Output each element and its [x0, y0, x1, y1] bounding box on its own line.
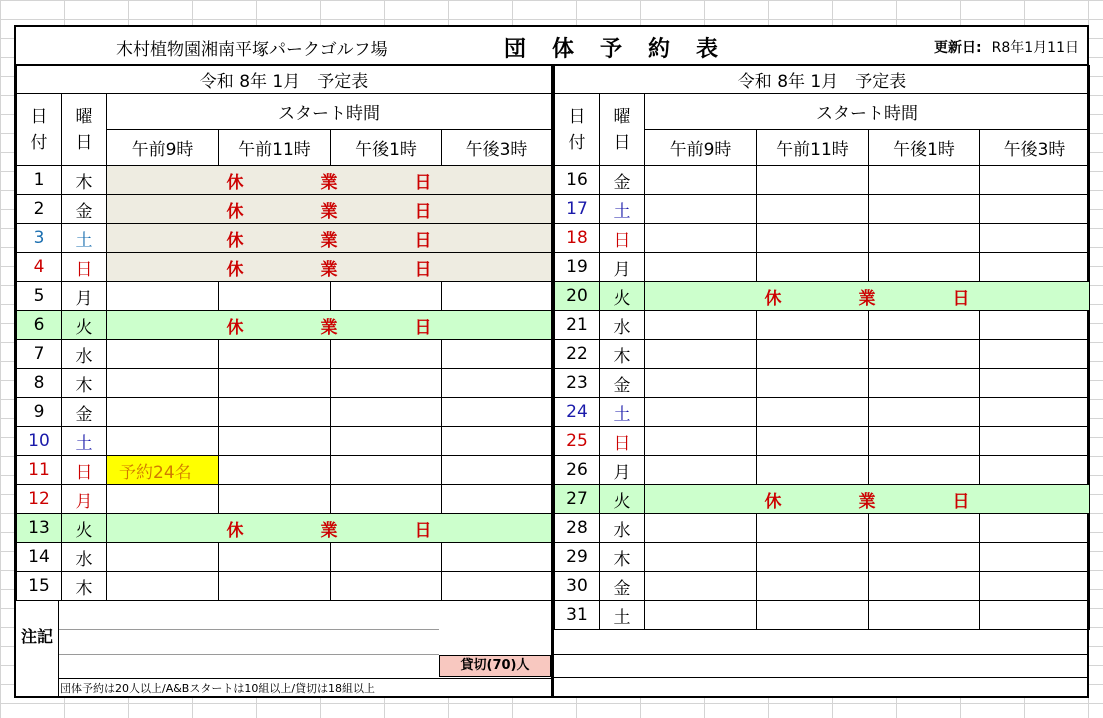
day-row — [17, 282, 552, 311]
slot-cell[interactable] — [869, 543, 980, 572]
day-number: 27 — [555, 485, 600, 514]
weekday-column-header: 曜 日 — [600, 94, 645, 166]
weekday-cell: 月 — [62, 282, 107, 311]
slot-cell[interactable] — [645, 456, 757, 485]
slot-cell[interactable] — [645, 253, 757, 282]
slot-cell[interactable] — [107, 398, 219, 427]
slot-cell[interactable] — [107, 543, 219, 572]
slot-cell[interactable] — [869, 398, 980, 427]
slot-cell[interactable] — [980, 543, 1090, 572]
note-line — [59, 629, 439, 630]
day-number: 14 — [17, 543, 62, 572]
day-row — [555, 369, 1090, 398]
slot-cell[interactable] — [331, 340, 442, 369]
weekday-cell: 木 — [62, 369, 107, 398]
slot-cell[interactable] — [757, 340, 869, 369]
day-row — [555, 398, 1090, 427]
charter-badge: 貸切(70)人 — [439, 655, 551, 677]
slot-cell[interactable] — [645, 166, 757, 195]
weekday-cell: 木 — [600, 340, 645, 369]
day-number: 17 — [555, 195, 600, 224]
slot-cell[interactable] — [757, 369, 869, 398]
day-row — [17, 456, 552, 485]
slot-cell[interactable] — [757, 572, 869, 601]
weekday-cell: 月 — [62, 485, 107, 514]
slot-cell[interactable] — [645, 514, 757, 543]
slot-cell[interactable] — [645, 340, 757, 369]
weekday-cell: 水 — [600, 311, 645, 340]
weekday-cell: 金 — [62, 398, 107, 427]
time-slot-header: 午前11時 — [219, 130, 331, 166]
day-number: 29 — [555, 543, 600, 572]
sheet-header — [16, 27, 1087, 65]
day-number: 2 — [17, 195, 62, 224]
day-number: 6 — [17, 311, 62, 340]
day-number: 21 — [555, 311, 600, 340]
slot-cell[interactable] — [645, 311, 757, 340]
day-row — [555, 195, 1090, 224]
slot-cell[interactable] — [442, 543, 552, 572]
slot-cell[interactable] — [645, 572, 757, 601]
slot-cell[interactable] — [219, 543, 331, 572]
time-slot-header: 午後3時 — [442, 130, 552, 166]
day-number: 24 — [555, 398, 600, 427]
weekday-cell: 水 — [600, 514, 645, 543]
slot-cell[interactable] — [331, 485, 442, 514]
slot-cell[interactable] — [869, 340, 980, 369]
day-number: 4 — [17, 253, 62, 282]
slot-cell[interactable] — [757, 224, 869, 253]
slot-cell[interactable] — [757, 195, 869, 224]
slot-cell[interactable] — [219, 456, 331, 485]
slot-cell[interactable] — [757, 456, 869, 485]
weekday-cell: 土 — [62, 427, 107, 456]
slot-cell[interactable] — [757, 543, 869, 572]
closed-cell: 休 業 日 — [645, 282, 1090, 311]
slot-cell[interactable] — [980, 253, 1090, 282]
day-number: 16 — [555, 166, 600, 195]
slot-cell[interactable] — [107, 427, 219, 456]
slot-cell[interactable] — [869, 514, 980, 543]
closed-cell: 休 業 日 — [645, 485, 1090, 514]
day-row — [555, 514, 1090, 543]
time-slot-header: 午後1時 — [331, 130, 442, 166]
slot-cell[interactable] — [331, 398, 442, 427]
slot-cell[interactable] — [980, 369, 1090, 398]
day-row — [17, 427, 552, 456]
weekday-cell: 木 — [600, 543, 645, 572]
slot-cell[interactable] — [219, 485, 331, 514]
weekday-cell: 火 — [600, 282, 645, 311]
day-row — [17, 485, 552, 514]
day-row — [17, 253, 552, 282]
weekday-cell: 火 — [600, 485, 645, 514]
month-title: 令和 8年 1月 予定表 — [17, 66, 552, 94]
weekday-cell: 金 — [600, 166, 645, 195]
day-number: 13 — [17, 514, 62, 543]
notes-section — [16, 600, 551, 698]
day-number: 23 — [555, 369, 600, 398]
time-slot-header: 午後1時 — [869, 130, 980, 166]
day-number: 15 — [17, 572, 62, 601]
slot-cell[interactable] — [442, 369, 552, 398]
day-row — [555, 282, 1090, 311]
day-number: 30 — [555, 572, 600, 601]
day-number: 11 — [17, 456, 62, 485]
calendar-table — [554, 65, 1090, 630]
day-row — [17, 398, 552, 427]
slot-cell[interactable] — [107, 572, 219, 601]
time-slot-header: 午後3時 — [980, 130, 1090, 166]
day-number: 18 — [555, 224, 600, 253]
slot-cell[interactable] — [869, 166, 980, 195]
slot-cell[interactable] — [757, 427, 869, 456]
day-number: 12 — [17, 485, 62, 514]
closed-cell: 休 業 日 — [107, 514, 552, 543]
weekday-cell: 金 — [600, 572, 645, 601]
day-number: 7 — [17, 340, 62, 369]
slot-cell[interactable] — [442, 398, 552, 427]
slot-cell[interactable] — [869, 311, 980, 340]
day-row — [17, 195, 552, 224]
slot-cell[interactable] — [331, 543, 442, 572]
time-slot-header: 午前9時 — [107, 130, 219, 166]
slot-cell[interactable] — [442, 340, 552, 369]
slot-cell[interactable] — [757, 514, 869, 543]
slot-cell[interactable] — [980, 572, 1090, 601]
facility-name: 木村植物園湘南平塚パークゴルフ場 — [116, 40, 388, 60]
slot-cell[interactable] — [645, 195, 757, 224]
slot-cell[interactable] — [980, 340, 1090, 369]
day-row — [555, 601, 1090, 630]
day-number: 19 — [555, 253, 600, 282]
slot-cell[interactable] — [442, 282, 552, 311]
slot-cell[interactable] — [331, 369, 442, 398]
slot-cell[interactable] — [331, 572, 442, 601]
slot-cell[interactable] — [757, 311, 869, 340]
slot-cell[interactable] — [757, 601, 869, 630]
day-row — [17, 224, 552, 253]
day-row — [17, 543, 552, 572]
weekday-cell: 日 — [62, 253, 107, 282]
slot-cell[interactable] — [331, 456, 442, 485]
slot-cell[interactable] — [980, 514, 1090, 543]
right-note-line — [554, 677, 1089, 678]
calendar-table — [16, 65, 552, 601]
weekday-cell: 火 — [62, 311, 107, 340]
updated-date — [934, 37, 1079, 57]
weekday-cell: 土 — [600, 601, 645, 630]
closed-cell: 休 業 日 — [107, 224, 552, 253]
weekday-cell: 木 — [62, 572, 107, 601]
slot-cell[interactable] — [980, 195, 1090, 224]
day-row — [555, 456, 1090, 485]
slot-cell[interactable] — [869, 601, 980, 630]
slot-cell[interactable] — [645, 543, 757, 572]
slot-cell[interactable] — [219, 572, 331, 601]
weekday-cell: 水 — [62, 340, 107, 369]
slot-cell[interactable] — [980, 456, 1090, 485]
day-column-header: 日 付 — [555, 94, 600, 166]
closed-cell: 休 業 日 — [107, 195, 552, 224]
slot-cell[interactable] — [980, 427, 1090, 456]
time-slot-header: 午前9時 — [645, 130, 757, 166]
weekday-cell: 土 — [600, 195, 645, 224]
weekday-cell: 月 — [600, 253, 645, 282]
weekday-cell: 水 — [62, 543, 107, 572]
slot-cell[interactable] — [980, 601, 1090, 630]
day-row — [555, 427, 1090, 456]
weekday-cell: 日 — [600, 224, 645, 253]
day-number: 25 — [555, 427, 600, 456]
slot-cell[interactable] — [107, 369, 219, 398]
slot-cell[interactable] — [107, 282, 219, 311]
sheet-title: 団体予約表 — [504, 37, 745, 62]
day-row — [555, 253, 1090, 282]
slot-cell[interactable] — [869, 224, 980, 253]
slot-cell[interactable] — [645, 427, 757, 456]
slot-cell[interactable] — [980, 311, 1090, 340]
slot-cell[interactable] — [219, 398, 331, 427]
weekday-cell: 日 — [62, 456, 107, 485]
weekday-cell: 金 — [600, 369, 645, 398]
slot-cell[interactable] — [107, 340, 219, 369]
day-row — [555, 311, 1090, 340]
updated-label: 更新日: — [934, 40, 982, 56]
day-row — [17, 166, 552, 195]
slot-cell[interactable] — [331, 427, 442, 456]
time-slot-header: 午前11時 — [757, 130, 869, 166]
day-row — [17, 514, 552, 543]
day-row — [555, 485, 1090, 514]
slot-cell[interactable] — [645, 601, 757, 630]
day-number: 3 — [17, 224, 62, 253]
slot-cell[interactable] — [757, 253, 869, 282]
day-number: 20 — [555, 282, 600, 311]
day-number: 1 — [17, 166, 62, 195]
slot-cell[interactable] — [757, 166, 869, 195]
day-row — [17, 340, 552, 369]
slot-cell[interactable] — [869, 195, 980, 224]
slot-cell[interactable] — [869, 369, 980, 398]
day-row — [17, 311, 552, 340]
weekday-cell: 木 — [62, 166, 107, 195]
day-number: 5 — [17, 282, 62, 311]
day-row — [555, 340, 1090, 369]
notes-label — [16, 600, 59, 698]
schedule-sheet — [14, 25, 1089, 698]
day-number: 9 — [17, 398, 62, 427]
day-column-header: 日 付 — [17, 94, 62, 166]
slot-cell[interactable] — [980, 398, 1090, 427]
slot-cell[interactable] — [442, 485, 552, 514]
day-number: 22 — [555, 340, 600, 369]
notes-label-text: 注記 — [20, 627, 53, 646]
day-number: 8 — [17, 369, 62, 398]
weekday-cell: 日 — [600, 427, 645, 456]
day-row — [17, 572, 552, 601]
day-row — [555, 572, 1090, 601]
day-number: 26 — [555, 456, 600, 485]
slot-cell[interactable] — [219, 340, 331, 369]
slot-cell[interactable] — [869, 456, 980, 485]
closed-cell: 休 業 日 — [107, 311, 552, 340]
day-number: 10 — [17, 427, 62, 456]
weekday-cell: 土 — [600, 398, 645, 427]
slot-cell[interactable] — [980, 224, 1090, 253]
slot-cell[interactable] — [645, 224, 757, 253]
weekday-cell: 火 — [62, 514, 107, 543]
slot-cell[interactable] — [219, 427, 331, 456]
right-note-line — [554, 654, 1089, 655]
weekday-cell: 土 — [62, 224, 107, 253]
slot-cell[interactable] — [980, 166, 1090, 195]
month-title: 令和 8年 1月 予定表 — [555, 66, 1090, 94]
day-row — [555, 543, 1090, 572]
weekday-column-header: 曜 日 — [62, 94, 107, 166]
slot-cell[interactable] — [869, 253, 980, 282]
slot-cell[interactable] — [757, 398, 869, 427]
slot-cell[interactable] — [442, 572, 552, 601]
slot-cell[interactable] — [219, 369, 331, 398]
slot-cell[interactable] — [645, 369, 757, 398]
start-time-header: スタート時間 — [645, 94, 1090, 130]
slot-cell[interactable] — [442, 427, 552, 456]
day-row — [555, 166, 1090, 195]
closed-cell: 休 業 日 — [107, 166, 552, 195]
notes-footer: 団体予約は20人以上/A&Bスタートは10組以上/貸切は18組以上 — [60, 682, 376, 695]
slot-cell[interactable] — [442, 456, 552, 485]
note-line — [59, 654, 439, 655]
slot-cell[interactable] — [869, 572, 980, 601]
slot-cell[interactable] — [219, 282, 331, 311]
slot-cell[interactable] — [645, 398, 757, 427]
weekday-cell: 月 — [600, 456, 645, 485]
closed-cell: 休 業 日 — [107, 253, 552, 282]
day-number: 31 — [555, 601, 600, 630]
reservation-cell[interactable]: 予約24名 — [107, 456, 219, 485]
updated-value: R8年1月11日 — [991, 40, 1079, 56]
weekday-cell: 金 — [62, 195, 107, 224]
day-number: 28 — [555, 514, 600, 543]
day-row — [17, 369, 552, 398]
slot-cell[interactable] — [331, 282, 442, 311]
note-line — [59, 678, 551, 679]
start-time-header: スタート時間 — [107, 94, 552, 130]
slot-cell[interactable] — [107, 485, 219, 514]
slot-cell[interactable] — [869, 427, 980, 456]
day-row — [555, 224, 1090, 253]
